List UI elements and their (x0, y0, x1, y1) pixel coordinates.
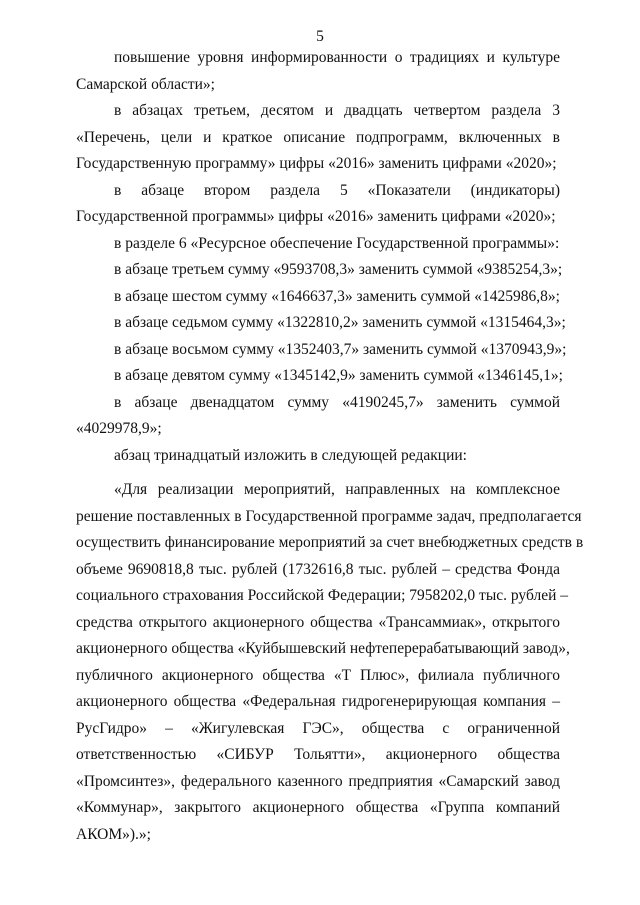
text-line: в абзацах третьем, десятом и двадцать четвертом раздела 3 (114, 102, 560, 119)
text-line: в абзаце восьмом сумму «1352403,7» заменить суммой «1370943,9»; (114, 340, 567, 358)
text-line: объеме 9690818,8 тыс. рублей (1732616,8 тыс. рублей – средства Фонда (76, 560, 560, 578)
text-line: «Коммунар», закрытого акционерного общества «Группа компаний (76, 799, 560, 816)
text-line: «Для реализации мероприятий, направленных на комплексное (114, 481, 560, 498)
text-line: «Промсинтез», федерального казенного предприятия «Самарский завод (76, 772, 560, 790)
text-line: АКОМ»).»; (76, 825, 151, 843)
text-line: абзац тринадцатый изложить в следующей редакции: (114, 446, 467, 464)
text-line: в абзаце девятом сумму «1345142,9» заменить суммой «1346145,1»; (114, 367, 563, 384)
text-line: РусГидро» – «Жигулевская ГЭС», общества с ограниченной (76, 719, 560, 737)
text-line: в разделе 6 «Ресурсное обеспечение Государственной программы»: (114, 234, 560, 252)
text-line: осуществить финансирование мероприятий за счет внебюджетных средств в (76, 534, 584, 551)
text-line: в абзаце втором раздела 5 «Показатели (индикаторы) (114, 181, 560, 199)
text-line: в абзаце шестом сумму «1646637,3» заменить суммой «1425986,8»; (114, 287, 560, 305)
document-body (76, 45, 584, 848)
text-line: в абзаце седьмом сумму «1322810,2» заменить суммой «1315464,3»; (114, 314, 566, 331)
text-line: Самарской области»; (76, 75, 215, 93)
page-number: 5 (316, 28, 324, 45)
text-line: «4029978,9»; (76, 420, 162, 437)
text-line: Государственной программы» цифры «2016» заменить цифрами «2020»; (76, 208, 556, 225)
text-line: акционерного общества «Федеральная гидрогенерирующая компания – (76, 693, 560, 710)
text-line: социального страхования Российской Федерации; 7958202,0 тыс. рублей – (76, 587, 568, 604)
text-line: средства открытого акционерного общества «Трансаммиак», открытого (76, 613, 560, 631)
text-line: Государственную программу» цифры «2016» заменить цифрами «2020»; (76, 155, 557, 172)
text-line: повышение уровня информированности о традициях и культуре (114, 49, 560, 66)
text-line: публичного акционерного общества «Т Плюс», филиала публичного (76, 666, 560, 684)
text-line: акционерного общества «Куйбышевский нефтеперерабатывающий завод», (76, 640, 570, 657)
text-line: в абзаце третьем сумму «9593708,3» заменить суммой «9385254,3»; (114, 261, 563, 278)
text-line: в абзаце двенадцатом сумму «4190245,7» заменить суммой (114, 393, 560, 411)
text-line: решение поставленных в Государственной программе задач, предполагается (76, 507, 582, 525)
text-line: «Перечень, цели и краткое описание подпрограмм, включенных в (76, 128, 560, 146)
text-line: ответственностью «СИБУР Тольятти», акционерного общества (76, 746, 560, 763)
